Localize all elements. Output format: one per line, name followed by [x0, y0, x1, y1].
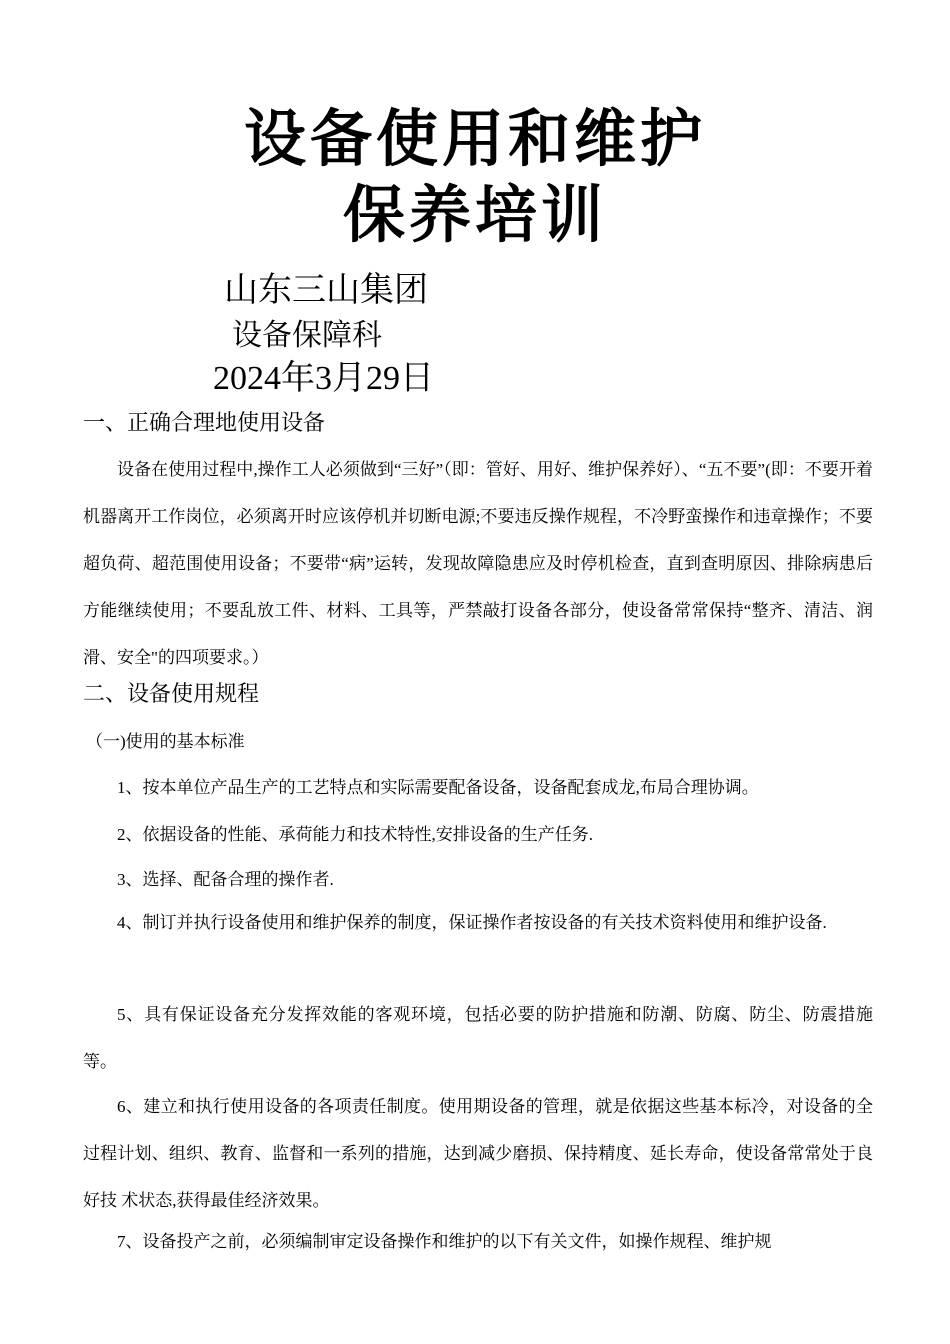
section-1-paragraph: 设备在使用过程中,操作工人必须做到“三好”（即：管好、用好、维护保养好）、“五不要”(即：不要开着机器离开工作岗位，必须离开时应该停机并切断电源;不要违反操作规程，不冷野蛮操作和违章操作；不要超负荷、超范围使用设备；不要带“病”运转，发现故障隐患应及时停机检查，直到查明原因、排除病患后方能继续使用；不要乱放工件、材料、工具等，严禁敲打设备各部分，使设备常常保持“整齐、清洁、润滑、安全"的四项要求。）	[83, 460, 873, 667]
section-2-subheading: （一)使用的基本标准	[86, 732, 245, 751]
list-item: 2、依据设备的性能、承荷能力和技术特性,安排设备的生产任务.	[117, 825, 593, 844]
section-2-heading: 二、设备使用规程	[83, 682, 260, 707]
organization-name: 山东三山集团	[224, 270, 428, 310]
department-name: 设备保障科	[232, 318, 382, 353]
list-item: 1、按本单位产品生产的工艺特点和实际需要配备设备，设备配套成龙,布局合理协调。	[117, 778, 759, 797]
list-item: 6、建立和执行使用设备的各项责任制度。使用期设备的管理，就是依据这些基本标冷，对设备的全过程计划、组织、教育、监督和一系列的措施，达到减少磨损、保持精度、延长寿命，使设备常常处于良好技 术状态,获得最佳经济效果。	[83, 1097, 873, 1210]
document-title-line-2: 保养培训	[342, 178, 607, 251]
list-item: 5、具有保证设备充分发挥效能的客观环境，包括必要的防护措施和防潮、防腐、防尘、防震措施等。	[83, 1005, 873, 1071]
section-1-heading: 一、正确合理地使用设备	[83, 411, 326, 436]
list-item: 7、设备投产之前，必须编制审定设备操作和维护的以下有关文件，如操作规程、维护规	[117, 1232, 772, 1251]
list-item: 3、选择、配备合理的操作者.	[117, 870, 334, 889]
document-date: 2024年3月29日	[213, 360, 434, 397]
list-item: 4、制订并执行设备使用和维护保养的制度，保证操作者按设备的有关技术资料使用和维护设备.	[117, 913, 827, 932]
document-title-line-1: 设备使用和维护	[243, 102, 706, 175]
